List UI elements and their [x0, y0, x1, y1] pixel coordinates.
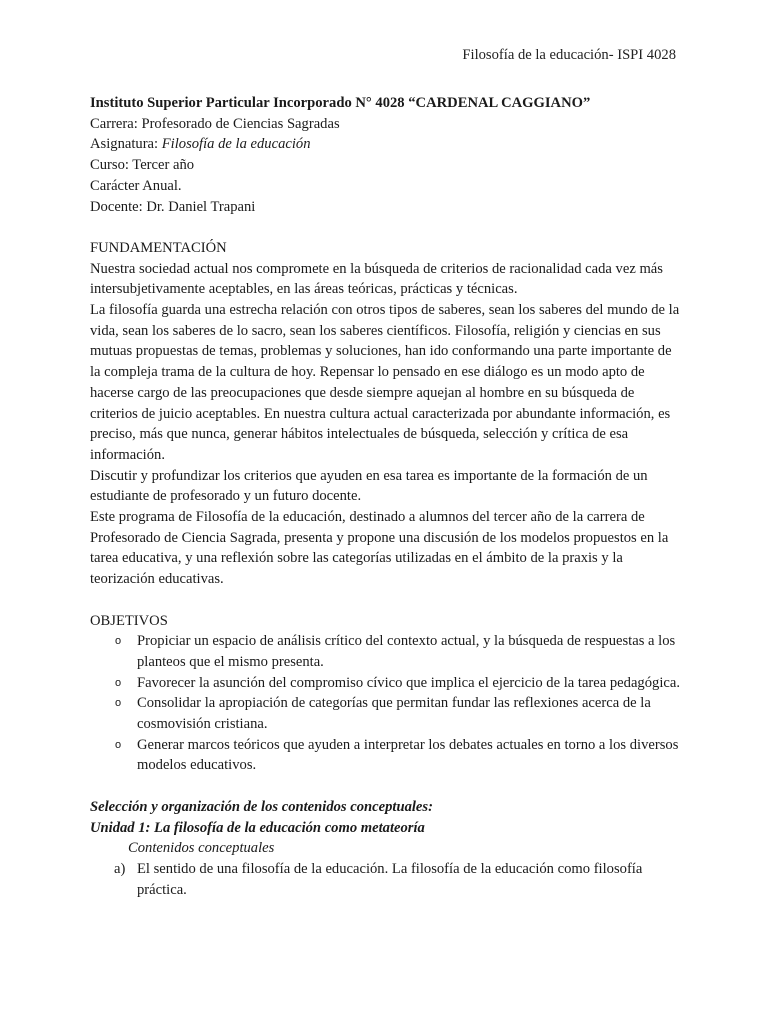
bullet-icon: o	[115, 738, 122, 751]
career-value: Profesorado de Ciencias Sagradas	[141, 115, 340, 132]
unit-title: Unidad 1: La filosofía de la educación como metateoría	[90, 819, 425, 836]
objective-text: Generar marcos teóricos que ayuden a interpretar los debates actuales en torno a los diversos modelos educativos.	[137, 736, 679, 774]
contenidos-subheading: Contenidos conceptuales	[128, 840, 275, 857]
contenidos-heading: Selección y organización de los contenidos conceptuales:	[90, 798, 433, 815]
document-body	[90, 93, 680, 900]
running-header: Filosofía de la educación- ISPI 4028	[462, 47, 676, 63]
subject-line	[90, 134, 680, 155]
fundamentacion-paragraph: Nuestra sociedad actual nos compromete en la búsqueda de criterios de racionalidad cada vez más intersubjetivamente aceptables, en las áreas teóricas, prácticas y técnicas.	[90, 260, 663, 298]
fundamentacion-heading: FUNDAMENTACIÓN	[90, 239, 227, 256]
list-item	[90, 673, 680, 694]
list-item	[90, 631, 680, 672]
career-line	[90, 114, 680, 135]
subject-value: Filosofía de la educación	[161, 136, 311, 153]
list-item	[90, 735, 680, 776]
objetivos-heading: OBJETIVOS	[90, 612, 168, 629]
objetivos-list	[90, 631, 680, 776]
course-line: Curso: Tercer año	[90, 157, 195, 174]
institution-title: Instituto Superior Particular Incorporado N° 4028 “CARDENAL CAGGIANO”	[90, 95, 591, 111]
teacher-line: Docente: Dr. Daniel Trapani	[90, 198, 256, 215]
bullet-icon: o	[115, 676, 122, 689]
list-item	[90, 859, 680, 900]
contenidos-list	[90, 859, 680, 900]
career-label: Carrera:	[90, 115, 142, 132]
list-marker: a)	[114, 860, 126, 877]
bullet-icon: o	[115, 697, 122, 710]
character-line: Carácter Anual.	[90, 177, 182, 194]
objective-text: Favorecer la asunción del compromiso cívico que implica el ejercicio de la tarea pedagógica.	[137, 674, 680, 691]
content-text: El sentido de una filosofía de la educación. La filosofía de la educación como filosofía práctica.	[137, 860, 643, 898]
subject-label: Asignatura:	[90, 136, 162, 153]
list-item	[90, 693, 680, 734]
bullet-icon: o	[115, 635, 122, 648]
objective-text: Propiciar un espacio de análisis crítico del contexto actual, y la búsqueda de respuestas a los planteos que el mismo presenta.	[137, 633, 676, 670]
fundamentacion-paragraph: Discutir y profundizar los criterios que ayuden en esa tarea es importante de la formación de un estudiante de profesorado y un futuro docente.	[90, 467, 648, 505]
fundamentacion-paragraph: Este programa de Filosofía de la educación, destinado a alumnos del tercer año de la carrera de Profesorado de Ciencia Sagrada, presenta y propone una discusión de los modelos propuestos en la tarea educativa, y una reflexión sobre las categorías utilizadas en el ámbito de la praxis y la teorización educativas.	[90, 509, 669, 588]
fundamentacion-paragraph: La filosofía guarda una estrecha relación con otros tipos de saberes, sean los saberes del mundo de la vida, sean los saberes de lo sacro, sean los saberes científicos. Filosofía, religión y ciencias en sus mutuas propuestas de temas, problemas y soluciones, han ido conformando una parte importante de la compleja trama de la cultura de hoy. Repensar lo pensado en ese diálogo es un modo apto de hacerse cargo de las preocupaciones que desde siempre aquejan al hombre en su búsqueda de criterios de juicio aceptables. En nuestra cultura actual caracterizada por abundante información, es preciso, más que nunca, generar hábitos intelectuales de búsqueda, selección y crítica de esa información.	[90, 302, 680, 463]
objective-text: Consolidar la apropiación de categorías que permitan fundar las reflexiones acerca de la cosmovisión cristiana.	[137, 695, 651, 733]
